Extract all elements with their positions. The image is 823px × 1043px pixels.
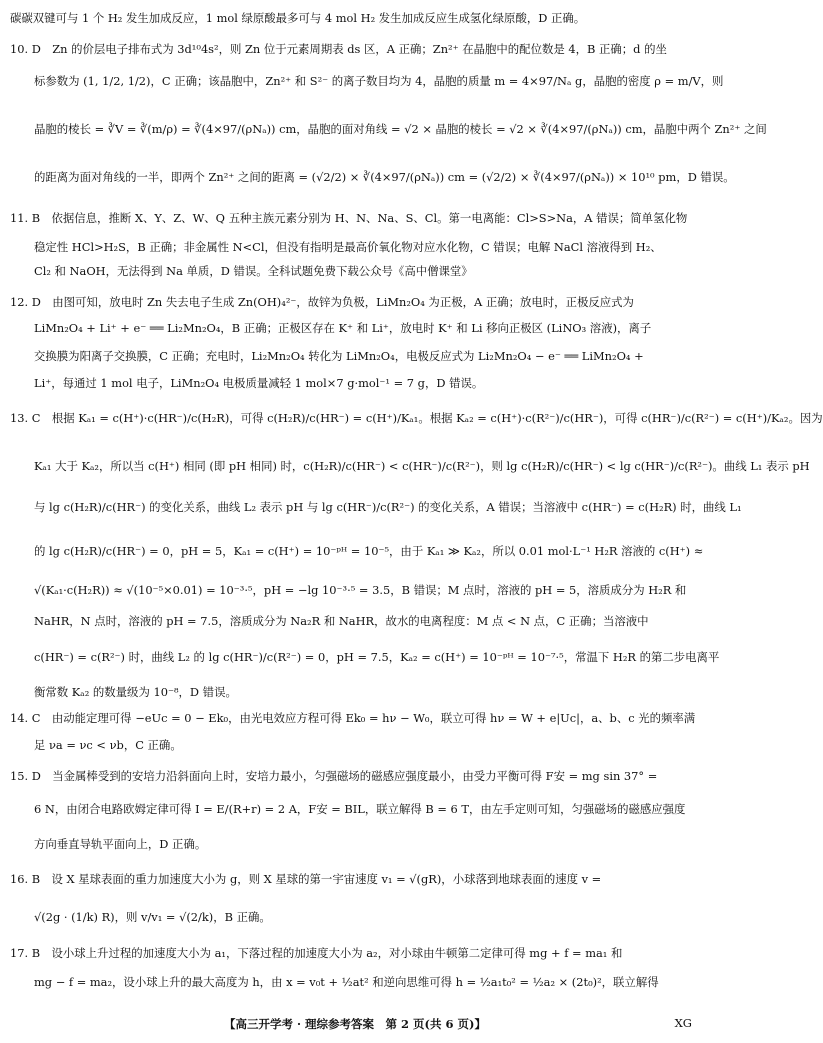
text-line: Cl₂ 和 NaOH，无法得到 Na 单质，D 错误。全科试题免费下载公众号《高中僧课堂》 <box>34 264 473 278</box>
text-line: 15. D 当金属棒受到的安培力沿斜面向上时，安培力最小，匀强磁场的磁感应强度最小，由受力平衡可得 F安 = mg sin 37° = <box>10 769 658 783</box>
text-line: 的距离为面对角线的一半，即两个 Zn²⁺ 之间的距离 = (√2/2) × ∛(4×97/(ρNₐ)) cm = (√2/2) × ∛(4×97/(ρNₐ)) × 10¹⁰ pm，D 错误。 <box>34 170 735 184</box>
text-line: 晶胞的棱长 = ∛V = ∛(m/ρ) = ∛(4×97/(ρNₐ)) cm，晶胞的面对角线 = √2 × 晶胞的棱长 = √2 × ∛(4×97/(ρNₐ)) cm，晶胞中两个 Zn²⁺ 之间 <box>34 122 767 136</box>
text-line: 16. B 设 X 星球表面的重力加速度大小为 g，则 X 星球的第一宇宙速度 v₁ = √(gR)，小球落到地球表面的速度 v = <box>10 872 602 886</box>
text-line: 方向垂直导轨平面向上，D 正确。 <box>34 837 207 851</box>
text-line: 14. C 由动能定理可得 −eUc = 0 − Ek₀，由光电效应方程可得 Ek₀ = hν − W₀，联立可得 hν = W + e|Uc|，a、b、c 光的频率满 <box>10 711 696 725</box>
footer-code: XG <box>674 1016 692 1030</box>
text-line: Li⁺，每通过 1 mol 电子，LiMn₂O₄ 电极质量减轻 1 mol×7 g·mol⁻¹ = 7 g，D 错误。 <box>34 376 484 390</box>
text-line: Kₐ₁ 大于 Kₐ₂，所以当 c(H⁺) 相同 (即 pH 相同) 时，c(H₂R)/c(HR⁻) < c(HR⁻)/c(R²⁻)，则 lg c(H₂R)/c(HR⁻) < lg c(HR⁻)/c(R²⁻)。曲线 L₁ 表示 pH <box>34 459 810 473</box>
text-line: 12. D 由图可知，放电时 Zn 失去电子生成 Zn(OH)₄²⁻，故锌为负极，LiMn₂O₄ 为正极，A 正确；放电时，正极反应式为 <box>10 295 634 309</box>
text-line: 17. B 设小球上升过程的加速度大小为 a₁，下落过程的加速度大小为 a₂，对小球由牛顿第二定律可得 mg + f = ma₁ 和 <box>10 946 623 960</box>
text-line: 交换膜为阳离子交换膜，C 正确；充电时，Li₂Mn₂O₄ 转化为 LiMn₂O₄，电极反应式为 Li₂Mn₂O₄ − e⁻ ══ LiMn₂O₄ + <box>34 349 644 363</box>
text-line: 13. C 根据 Kₐ₁ = c(H⁺)·c(HR⁻)/c(H₂R)，可得 c(H₂R)/c(HR⁻) = c(H⁺)/Kₐ₁。根据 Kₐ₂ = c(H⁺)·c(R²⁻)/c(HR⁻)，可得 c(HR⁻)/c(R²⁻) = c(H⁺)/Kₐ₂。因为 <box>10 411 823 425</box>
footer-title: 【高三开学考 · 理综参考答案 第 2 页(共 6 页)】 <box>224 1017 486 1031</box>
text-line: NaHR，N 点时，溶液的 pH = 7.5，溶质成分为 Na₂R 和 NaHR，故水的电离程度：M 点 < N 点，C 正确；当溶液中 <box>34 614 649 628</box>
text-line: 标参数为 (1, 1/2, 1/2)，C 正确；该晶胞中，Zn²⁺ 和 S²⁻ 的离子数目均为 4，晶胞的质量 m = 4×97/Nₐ g，晶胞的密度 ρ = m/V，则 <box>34 74 724 88</box>
text-line: 稳定性 HCl>H₂S，B 正确；非金属性 N<Cl，但没有指明是最高价氧化物对应水化物，C 错误；电解 NaCl 溶液得到 H₂、 <box>34 240 662 254</box>
text-line: LiMn₂O₄ + Li⁺ + e⁻ ══ Li₂Mn₂O₄，B 正确；正极区存在 K⁺ 和 Li⁺，放电时 K⁺ 和 Li 移向正极区 (LiNO₃ 溶液)，离子 <box>34 321 652 335</box>
text-line: 11. B 依据信息，推断 X、Y、Z、W、Q 五种主族元素分别为 H、N、Na、S、Cl。第一电离能：Cl>S>Na，A 错误；简单氢化物 <box>10 211 688 225</box>
text-line: 6 N，由闭合电路欧姆定律可得 I = E/(R+r) = 2 A，F安 = BIL，联立解得 B = 6 T，由左手定则可知，匀强磁场的磁感应强度 <box>34 802 686 816</box>
text-line: 10. D Zn 的价层电子排布式为 3d¹⁰4s²，则 Zn 位于元素周期表 ds 区，A 正确；Zn²⁺ 在晶胞中的配位数是 4，B 正确；d 的坐 <box>10 42 667 56</box>
text-line: mg − f = ma₂，设小球上升的最大高度为 h，由 x = v₀t + ½at² 和逆向思维可得 h = ½a₁t₀² = ½a₂ × (2t₀)²，联立解得 <box>34 975 659 989</box>
page-footer <box>0 1014 710 1034</box>
text-line: 碳碳双键可与 1 个 H₂ 发生加成反应，1 mol 绿原酸最多可与 4 mol H₂ 发生加成反应生成氢化绿原酸，D 正确。 <box>10 11 586 25</box>
text-line: 的 lg c(H₂R)/c(HR⁻) = 0，pH = 5，Kₐ₁ = c(H⁺) = 10⁻ᵖᴴ = 10⁻⁵，由于 Kₐ₁ ≫ Kₐ₂，所以 0.01 mol·L⁻¹ H₂R 溶液的 c(H⁺) ≈ <box>34 544 704 558</box>
text-line: √(Kₐ₁·c(H₂R)) ≈ √(10⁻⁵×0.01) = 10⁻³·⁵，pH = −lg 10⁻³·⁵ = 3.5，B 错误；M 点时，溶液的 pH = 5，溶质成分为 H₂R 和 <box>34 583 687 597</box>
text-line: c(HR⁻) = c(R²⁻) 时，曲线 L₂ 的 lg c(HR⁻)/c(R²⁻) = 0，pH = 7.5，Kₐ₂ = c(H⁺) = 10⁻ᵖᴴ = 10⁻⁷·⁵，常温下 H₂R 的第二步电离平 <box>34 650 720 664</box>
text-line: 衡常数 Kₐ₂ 的数量级为 10⁻⁸，D 错误。 <box>34 685 237 699</box>
text-line: 足 νa = νc < νb，C 正确。 <box>34 738 182 752</box>
text-line: √(2g · (1/k) R)，则 v/v₁ = √(2/k)，B 正确。 <box>34 910 271 924</box>
text-line: 与 lg c(H₂R)/c(HR⁻) 的变化关系，曲线 L₂ 表示 pH 与 lg c(HR⁻)/c(R²⁻) 的变化关系，A 错误；当溶液中 c(HR⁻) = c(H₂R) 时，曲线 L₁ <box>34 500 742 514</box>
